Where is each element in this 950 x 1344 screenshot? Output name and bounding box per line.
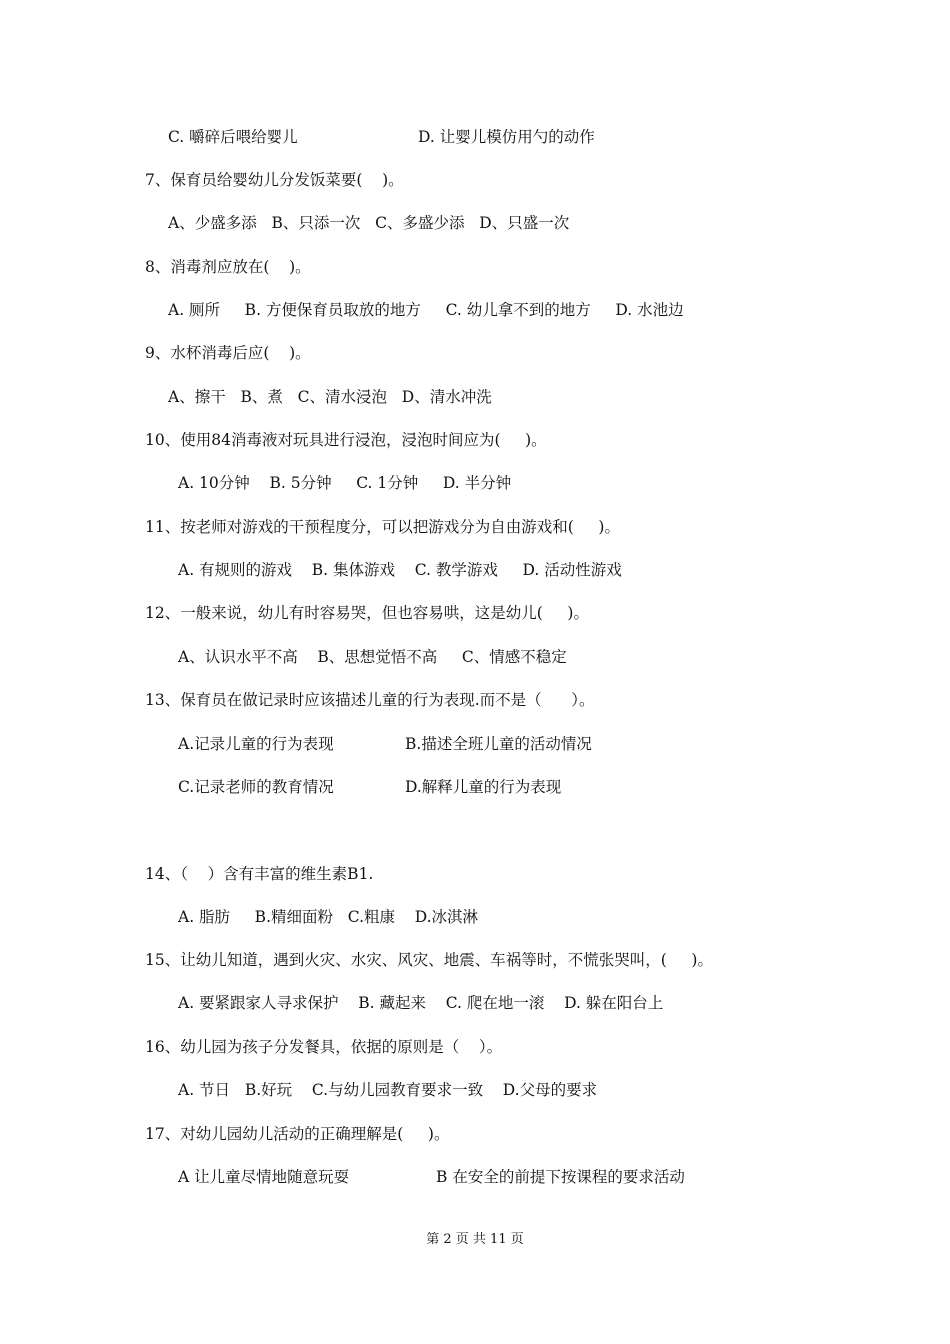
q17-question: 17、对幼儿园幼儿活动的正确理解是( )。 [145,1125,450,1143]
q6-options-cd-a: C. 嚼碎后喂给婴儿 [168,128,298,146]
q11-options: A. 有规则的游戏 B. 集体游戏 C. 教学游戏 D. 活动性游戏 [178,561,622,579]
q6-options-cd-b: D. 让婴儿模仿用勺的动作 [418,128,595,146]
q13-option-d: D.解释儿童的行为表现 [405,778,562,796]
q14-question: 14、（ ）含有丰富的维生素B1. [145,865,374,883]
q8-question: 8、消毒剂应放在( )。 [145,258,311,276]
q17-option-a: A 让儿童尽情地随意玩耍 [178,1168,350,1186]
q9-question: 9、水杯消毒后应( )。 [145,344,311,362]
q7-question: 7、保育员给婴幼儿分发饭菜要( )。 [145,171,404,189]
q10-options: A. 10分钟 B. 5分钟 C. 1分钟 D. 半分钟 [178,474,512,492]
q16-options: A. 节日 B.好玩 C.与幼儿园教育要求一致 D.父母的要求 [178,1081,598,1099]
q9-options: A、擦干 B、煮 C、清水浸泡 D、清水冲洗 [168,388,492,406]
q8-options: A. 厕所 B. 方便保育员取放的地方 C. 幼儿拿不到的地方 D. 水池边 [168,301,684,319]
q10-question: 10、使用84消毒液对玩具进行浸泡，浸泡时间应为( )。 [145,431,547,449]
q11-question: 11、按老师对游戏的干预程度分，可以把游戏分为自由游戏和( )。 [145,518,620,536]
q17-option-b: B 在安全的前提下按课程的要求活动 [436,1168,685,1186]
q15-options: A. 要紧跟家人寻求保护 B. 藏起来 C. 爬在地一滚 D. 躲在阳台上 [178,994,664,1012]
q13-question: 13、保育员在做记录时应该描述儿童的行为表现.而不是（ ）。 [145,691,595,709]
q12-options: A、认识水平不高 B、思想觉悟不高 C、情感不稳定 [178,648,567,666]
q7-options: A、少盛多添 B、只添一次 C、多盛少添 D、只盛一次 [168,214,570,232]
q13-option-b: B.描述全班儿童的活动情况 [405,735,592,753]
q15-question: 15、让幼儿知道，遇到火灾、水灾、风灾、地震、车祸等时，不慌张哭叫，( )。 [145,951,713,969]
page-footer: 第 2 页 共 11 页 [426,1232,524,1247]
q12-question: 12、一般来说，幼儿有时容易哭，但也容易哄，这是幼儿( )。 [145,604,589,622]
q16-question: 16、幼儿园为孩子分发餐具，依据的原则是（ ）。 [145,1038,503,1056]
q13-option-c: C.记录老师的教育情况 [178,778,334,796]
q13-option-a: A.记录儿童的行为表现 [178,735,334,753]
q14-options: A. 脂肪 B.精细面粉 C.粗康 D.冰淇淋 [178,908,479,926]
